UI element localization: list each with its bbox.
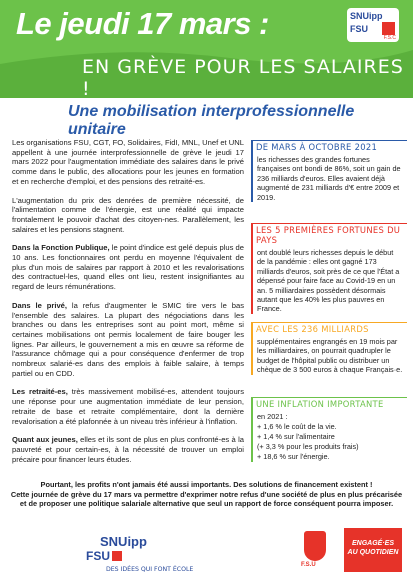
text-public-service: le point d'indice est gelé depuis plus de 10 ans. Les fonctionnaires ont perdu en moyenne l'équivalent de plus d'un mois de salaires par rapport à 2010 et les revalorisations des contractuel-les, quand elles ont lieu, restent insignifiantes au regard de leurs rémunérations. — [12, 243, 244, 292]
info-box-fortunes-2021 — [251, 140, 407, 202]
lead-public-service: Dans la Fonction Publique, — [12, 243, 110, 253]
paragraph-prices: L'augmentation du prix des denrées de première nécessité, de l'alimentation comme de l'énergie, est une réalité qui impacte frontalement le pouvoir d'achat des citoyen-nes. Parallèlement, les salaires et les pensions stagnent. — [12, 195, 244, 234]
footer-logo-text-snuipp: SNUipp — [100, 534, 147, 549]
info-box-title: DE MARS À OCTOBRE 2021 — [256, 142, 378, 152]
info-box-inflation — [251, 397, 407, 462]
paragraph-retirees — [12, 387, 244, 426]
badge-line-1: ENGAGÉ·ES — [351, 540, 394, 547]
closing-line-2: Cette journée de grève du 17 mars va permettre d'exprimer notre refus d'une société de plus en plus précarisée et de proposer une politique salariale alternative que seul un rapport de force conséquent pourra imposer. — [10, 489, 403, 509]
footer-logo-text-fsu: FSU — [86, 549, 110, 563]
footer-logo-tagline: DES IDÉES QUI FONT ÉCOLE — [106, 566, 194, 573]
snuipp-fsu-footer-logo — [86, 532, 194, 576]
logo-text-small: F.S.C — [383, 35, 396, 41]
engaged-badge — [344, 528, 402, 572]
info-box-title: LES 5 PREMIÈRES FORTUNES DU PAYS — [256, 225, 401, 245]
header-banner — [0, 0, 413, 98]
inflation-line: en 2021 : — [257, 412, 288, 421]
paragraph-organisations: Les organisations FSU, CGT, FO, Solidaires, FidI, MNL, Unef et UNL appellent à une journée interprofessionnelle de grève le jeudi 17 mars 2022 pour l'augmentation immédiate des salaires dans le privé comme dans le public, des allocations pour les jeunes en formation et en recherche d'emploi, et des pensions des retraité-es. — [12, 138, 244, 186]
text-youth: elles et ils sont de plus en plus confronté-es à la pauvreté et pour certain-es, à la nécessité de trouver un emploi précaire pour financer leurs études. — [12, 435, 244, 464]
info-box-title: UNE INFLATION IMPORTANTE — [256, 399, 384, 409]
snuipp-fsu-logo — [347, 8, 399, 42]
lead-youth: Quant aux jeunes, — [12, 435, 78, 445]
badge-line-2: AU QUOTIDIEN — [347, 549, 399, 556]
text-private-sector: la refus d'augmenter le SMIC tire vers le bas l'ensemble des salaires. La plupart des négociations dans les branches ou dans les entreprises sont au point mort, même si certaines mobilisations ont permis localement de faire bouger les lignes. Par ailleurs, le gouvernement a mis en œuvre sa réforme de l'assurance chômage qui a pour conséquence d'enfermer de trop nombreux salarié-es dans des emplois à faible salaire, à temps partiel ou en CDD. — [12, 300, 245, 378]
section-heading: Une mobilisation interprofessionnelle unitaire — [68, 103, 355, 138]
info-box-body: les richesses des grandes fortunes françaises ont bondi de 86%, soit un gain de 236 milliards d'euros. Elles avaient déjà augmenté de 231 milliards d'€ entre 2009 et 2019. — [257, 155, 401, 202]
closing-line-1: Pourtant, les profits n'ont jamais été aussi importants. Des solutions de financement existent ! — [40, 480, 373, 489]
info-box-title: AVEC LES 236 MILLIARDS — [256, 324, 369, 334]
logo-red-square-icon — [382, 22, 395, 35]
fsu-emblem-icon — [304, 531, 326, 561]
logo-text-fsu: FSU — [350, 24, 368, 34]
inflation-line: + 1,4 % sur l'alimentaire — [257, 431, 335, 441]
lead-private-sector: Dans le privé, — [12, 300, 68, 310]
inflation-line: + 1,6 % le coût de la vie. — [257, 421, 337, 431]
paragraph-youth — [12, 435, 244, 464]
inflation-line: (+ 3,3 % pour les produits frais) — [257, 441, 359, 451]
info-box-body: supplémentaires engrangés en 19 mois par les milliardaires, on pourrait quadrupler le budget de l'hôpital public ou distribuer un chèque de 3 500 euros à chaque Français·e. — [257, 337, 403, 375]
paragraph-private-sector — [12, 301, 244, 379]
text-retirees: très massivement mobilisé-es, attendent toujours une réponse pour une augmentation immédiate de leur pension, retraite de base et retraite complémentaire, dont la dernière revalorisation a été plafonnée à un niveau très inférieur à l'inflation. — [12, 387, 245, 426]
fsu-logo-label: F.S.U — [301, 562, 316, 568]
info-box-236-billions — [251, 322, 407, 375]
info-box-top-fortunes — [251, 223, 407, 314]
lead-retirees: Les retraité-es, — [12, 387, 68, 397]
main-text-column — [12, 138, 244, 473]
fsu-logo — [298, 528, 334, 572]
paragraph-public-service — [12, 243, 244, 292]
page-subtitle: EN GRÈVE POUR LES SALAIRES ! — [82, 56, 404, 98]
inflation-line: + 18,6 % sur l'énergie. — [257, 451, 330, 461]
logo-text-snuipp: SNUipp — [350, 11, 383, 21]
page-title: Le jeudi 17 mars : — [16, 6, 269, 41]
footer-logo-red-square-icon — [112, 551, 122, 561]
closing-statement — [10, 480, 403, 509]
info-box-body: ont doublé leurs richesses depuis le début de la pandémie : elles ont gagné 173 milliards d'euros, soit près de ce que l'État a dépensé pour faire face au Covid-19 en un an. 5 milliardaires possèdent désormais autant que les 40% les plus pauvres en France. — [257, 248, 400, 314]
info-box-body — [253, 410, 407, 461]
